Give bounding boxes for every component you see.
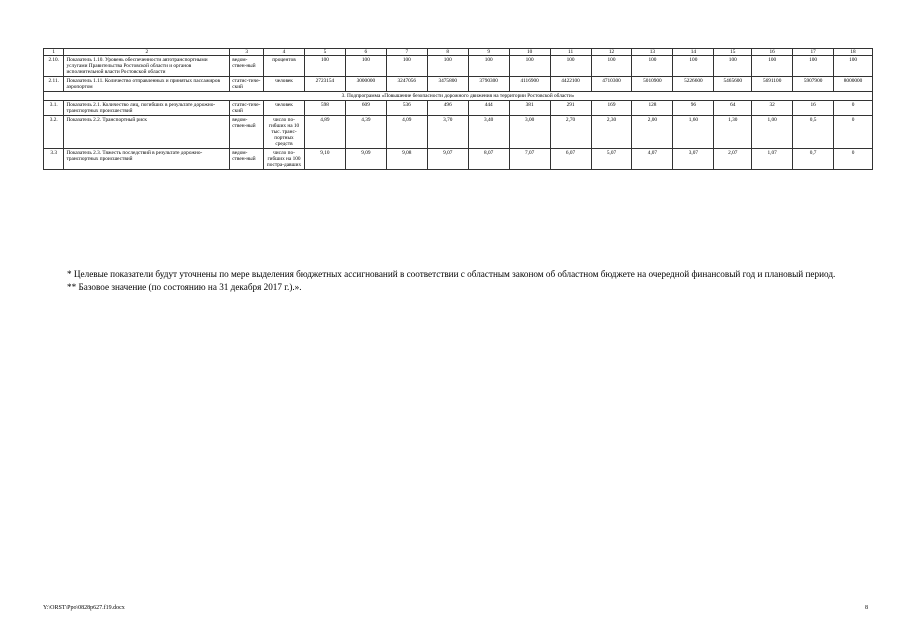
value-cell: 100: [834, 56, 873, 77]
value-cell: 0: [834, 101, 873, 116]
value-cell: 100: [345, 56, 386, 77]
value-cell: 100: [752, 56, 793, 77]
value-cell: 128: [632, 101, 673, 116]
subprogram-title: 3. Подпрограмма «Повышение безопасности дорожного движения на территории Ростовской области»: [44, 92, 873, 101]
value-cell: 100: [632, 56, 673, 77]
column-number-14: 14: [673, 49, 714, 56]
indicators-table: [43, 48, 873, 170]
value-cell: 8000000: [834, 77, 873, 92]
value-cell: 100: [427, 56, 468, 77]
file-path: Y:\ORST\Ppo\0828p627.f19.docx: [43, 605, 125, 611]
column-number-10: 10: [509, 49, 550, 56]
value-cell: 496: [427, 101, 468, 116]
value-cell: 2723154: [304, 77, 345, 92]
indicator-type: ведом-ствен-ный: [230, 116, 264, 149]
column-number-18: 18: [834, 49, 873, 56]
value-cell: 1,60: [673, 116, 714, 149]
row-number: 3.2.: [44, 116, 64, 149]
unit-of-measure: человек: [264, 101, 305, 116]
value-cell: 2,70: [550, 116, 591, 149]
footnotes: [43, 268, 875, 293]
value-cell: 3790300: [468, 77, 509, 92]
table-row: [44, 56, 873, 77]
value-cell: 100: [793, 56, 834, 77]
value-cell: 3,40: [468, 116, 509, 149]
value-cell: 9,08: [386, 149, 427, 170]
value-cell: 4422100: [550, 77, 591, 92]
row-number: 3.1.: [44, 101, 64, 116]
row-number: 2.10.: [44, 56, 64, 77]
value-cell: 16: [793, 101, 834, 116]
value-cell: 1,07: [752, 149, 793, 170]
column-number-4: 4: [264, 49, 305, 56]
value-cell: 5226600: [673, 77, 714, 92]
value-cell: 9,10: [304, 149, 345, 170]
table-body: [44, 49, 873, 170]
table-row: [44, 116, 873, 149]
value-cell: 3247056: [386, 77, 427, 92]
table-row: [44, 101, 873, 116]
value-cell: 3475800: [427, 77, 468, 92]
column-number-9: 9: [468, 49, 509, 56]
value-cell: 100: [591, 56, 632, 77]
value-cell: 0: [834, 149, 873, 170]
value-cell: 609: [345, 101, 386, 116]
value-cell: 4,89: [304, 116, 345, 149]
value-cell: 4116900: [509, 77, 550, 92]
value-cell: 381: [509, 101, 550, 116]
column-number-15: 15: [714, 49, 752, 56]
unit-of-measure: число по-гибших на 10 тыс. транс-портных средств: [264, 116, 305, 149]
column-number-7: 7: [386, 49, 427, 56]
column-number-12: 12: [591, 49, 632, 56]
footnote-1: * Целевые показатели будут уточнены по мере выделения бюджетных ассигнований в соответствии с областным законом об областном бюджете на очередной финансовый год и плановый период.: [67, 269, 836, 279]
column-number-1: 1: [44, 49, 64, 56]
value-cell: 9,07: [427, 149, 468, 170]
column-number-16: 16: [752, 49, 793, 56]
indicator-type: статис-тиче-ский: [230, 77, 264, 92]
unit-of-measure: число по-гибших на 100 постра-давших: [264, 149, 305, 170]
value-cell: 9,09: [345, 149, 386, 170]
value-cell: 64: [714, 101, 752, 116]
value-cell: 100: [550, 56, 591, 77]
value-cell: 598: [304, 101, 345, 116]
value-cell: 5010900: [632, 77, 673, 92]
value-cell: 2,00: [632, 116, 673, 149]
value-cell: 3,00: [509, 116, 550, 149]
value-cell: 4,39: [345, 116, 386, 149]
value-cell: 291: [550, 101, 591, 116]
value-cell: 100: [714, 56, 752, 77]
value-cell: 32: [752, 101, 793, 116]
column-number-row: [44, 49, 873, 56]
indicator-type: статис-тиче-ский: [230, 101, 264, 116]
value-cell: 2,07: [714, 149, 752, 170]
column-number-17: 17: [793, 49, 834, 56]
column-number-8: 8: [427, 49, 468, 56]
value-cell: 2,30: [591, 116, 632, 149]
unit-of-measure: человек: [264, 77, 305, 92]
value-cell: 0,7: [793, 149, 834, 170]
value-cell: 5907900: [793, 77, 834, 92]
column-number-11: 11: [550, 49, 591, 56]
column-number-3: 3: [230, 49, 264, 56]
section-row: [44, 92, 873, 101]
table-row: [44, 149, 873, 170]
value-cell: 8,07: [468, 149, 509, 170]
value-cell: 5691100: [752, 77, 793, 92]
value-cell: 3,07: [673, 149, 714, 170]
value-cell: 100: [509, 56, 550, 77]
page-number: 8: [865, 605, 868, 611]
column-number-5: 5: [304, 49, 345, 56]
value-cell: 536: [386, 101, 427, 116]
value-cell: 6,07: [550, 149, 591, 170]
indicator-name: Показатель 1.10. Уровень обеспеченности автотранспортными услугами Правительства Ростовской области и органов исполнительной власти Ростовской области: [64, 56, 230, 77]
column-number-2: 2: [64, 49, 230, 56]
row-number: 3.3: [44, 149, 64, 170]
indicator-name: Показатель 2.2. Транспортный риск: [64, 116, 230, 149]
value-cell: 96: [673, 101, 714, 116]
value-cell: 5465600: [714, 77, 752, 92]
footnote-2: ** Базовое значение (по состоянию на 31 декабря 2017 г.).».: [67, 281, 302, 292]
value-cell: 0,5: [793, 116, 834, 149]
indicator-name: Показатель 1.11. Количество отправленных и принятых пассажиров аэропортом: [64, 77, 230, 92]
indicator-type: ведом-ствен-ный: [230, 149, 264, 170]
indicator-name: Показатель 2.3. Тяжесть последствий в результате дорожно-транспортных происшествий: [64, 149, 230, 170]
value-cell: 1,00: [752, 116, 793, 149]
column-number-6: 6: [345, 49, 386, 56]
value-cell: 5,07: [591, 149, 632, 170]
value-cell: 3000000: [345, 77, 386, 92]
value-cell: 4,07: [632, 149, 673, 170]
value-cell: 169: [591, 101, 632, 116]
value-cell: 100: [386, 56, 427, 77]
indicator-name: Показатель 2.1. Количество лиц, погибших в результате дорожно-транспортных происшествий: [64, 101, 230, 116]
value-cell: 4710300: [591, 77, 632, 92]
value-cell: 3,70: [427, 116, 468, 149]
column-number-13: 13: [632, 49, 673, 56]
value-cell: 100: [468, 56, 509, 77]
value-cell: 7,07: [509, 149, 550, 170]
value-cell: 444: [468, 101, 509, 116]
indicator-type: ведом-ствен-ный: [230, 56, 264, 77]
value-cell: 100: [304, 56, 345, 77]
unit-of-measure: процентов: [264, 56, 305, 77]
value-cell: 4,09: [386, 116, 427, 149]
value-cell: 0: [834, 116, 873, 149]
value-cell: 1,30: [714, 116, 752, 149]
table-row: [44, 77, 873, 92]
value-cell: 100: [673, 56, 714, 77]
row-number: 2.11.: [44, 77, 64, 92]
